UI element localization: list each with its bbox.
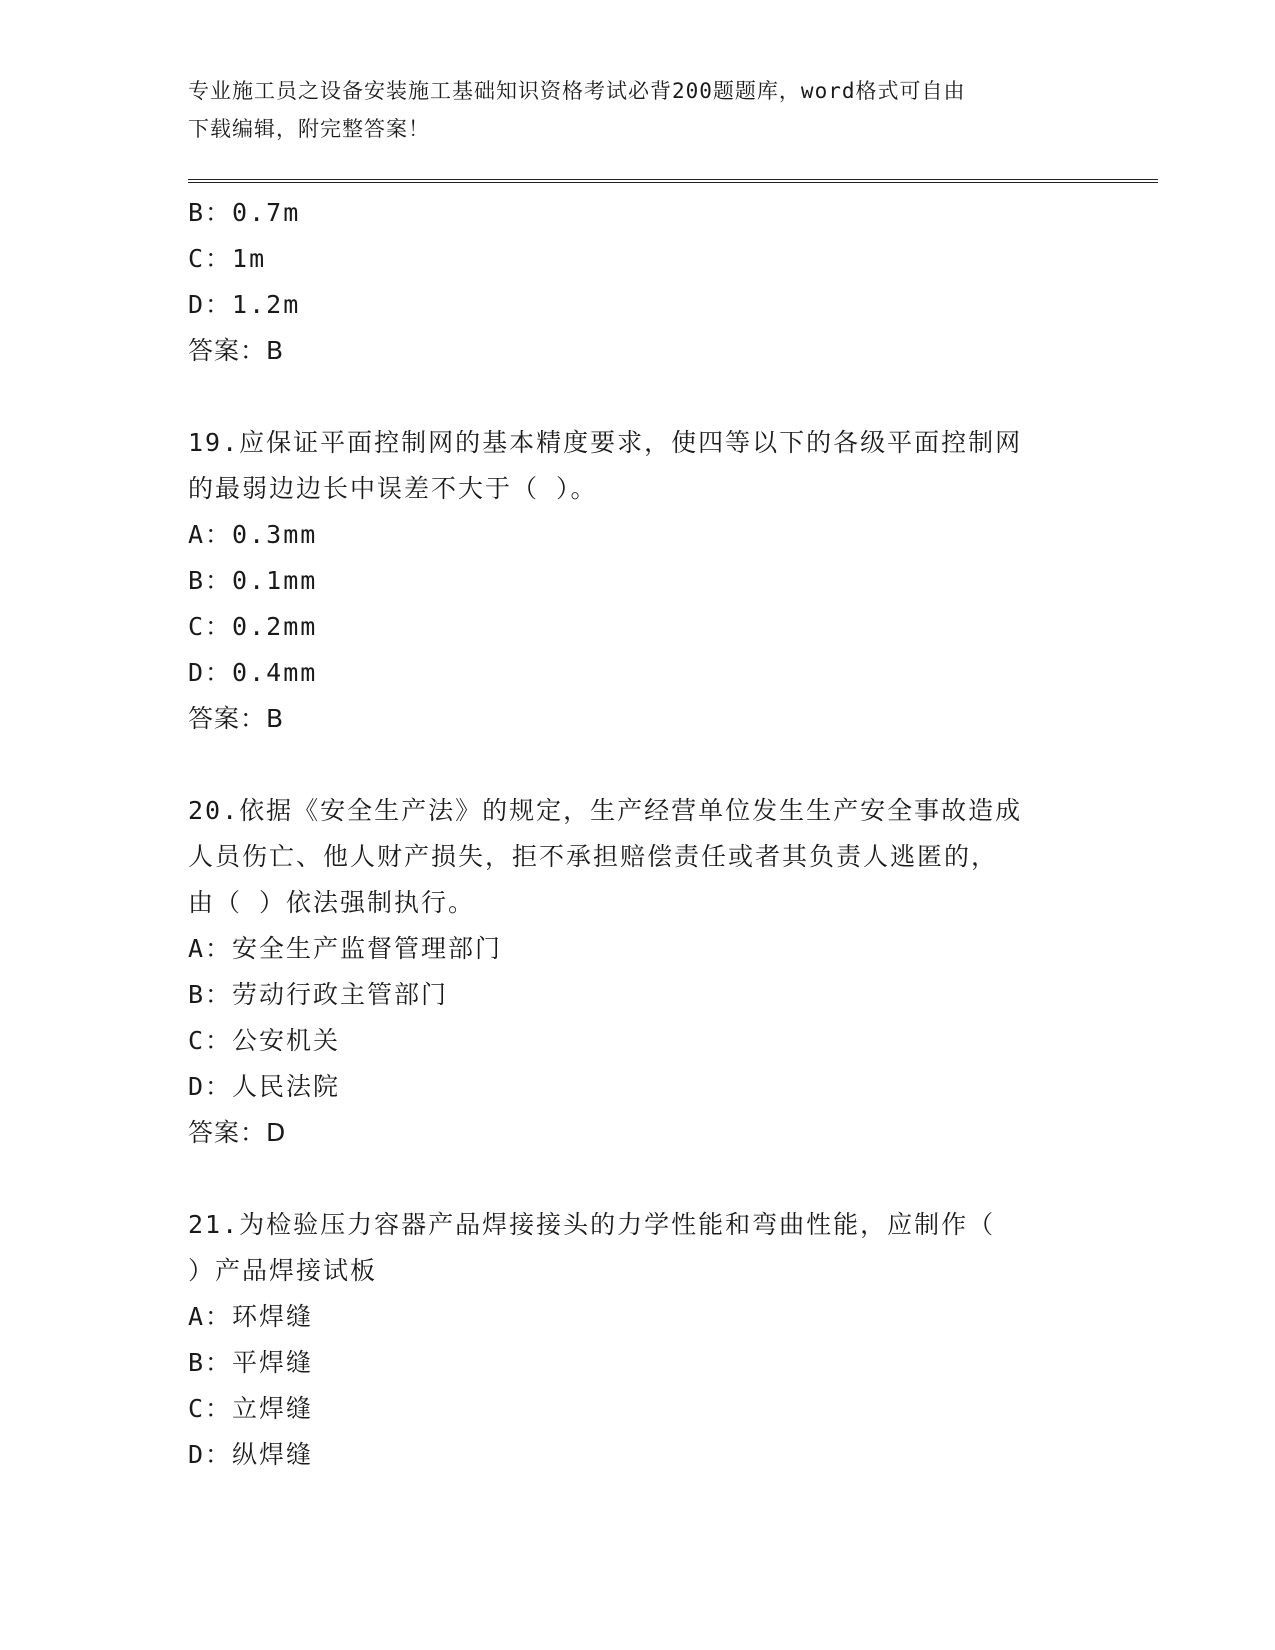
- question-stem-line: 19.应保证平面控制网的基本精度要求，使四等以下的各级平面控制网: [188, 428, 1023, 457]
- question-stem-line: ）产品焊接试板: [188, 1256, 378, 1285]
- spacer: [188, 374, 1088, 420]
- option-c: C：公安机关: [188, 1026, 341, 1055]
- header-title-line-2: 下载编辑，附完整答案！: [188, 117, 430, 141]
- option-d: D：1.2m: [188, 290, 301, 319]
- option-a: A：0.3mm: [188, 520, 318, 549]
- option-d: D：人民法院: [188, 1072, 341, 1101]
- question-18-tail: [188, 190, 1088, 374]
- spacer: [188, 1156, 1088, 1202]
- option-c: C：1m: [188, 244, 267, 273]
- option-a: A：安全生产监督管理部门: [188, 934, 503, 963]
- document-header: [188, 72, 1088, 148]
- option-c: C：0.2mm: [188, 612, 318, 641]
- question-stem-line: 21.为检验压力容器产品焊接接头的力学性能和弯曲性能，应制作（: [188, 1210, 996, 1239]
- question-stem-line: 由（ ）依法强制执行。: [188, 888, 476, 917]
- header-divider: [188, 179, 1158, 183]
- answer-line: 答案：D: [188, 1118, 287, 1147]
- option-c: C：立焊缝: [188, 1394, 314, 1423]
- option-d: D：0.4mm: [188, 658, 318, 687]
- question-stem-line: 20.依据《安全生产法》的规定，生产经营单位发生生产安全事故造成: [188, 796, 1023, 825]
- question-19: [188, 420, 1088, 742]
- question-content: [188, 190, 1088, 1478]
- option-b: B：劳动行政主管部门: [188, 980, 449, 1009]
- header-title-line-1: 专业施工员之设备安装施工基础知识资格考试必背200题题库，word格式可自由: [188, 79, 966, 103]
- option-a: A：环焊缝: [188, 1302, 314, 1331]
- option-b: B：0.7m: [188, 198, 301, 227]
- spacer: [188, 742, 1088, 788]
- answer-line: 答案：B: [188, 704, 285, 733]
- question-stem-line: 人员伤亡、他人财产损失，拒不承担赔偿责任或者其负责人逃匿的，: [188, 842, 999, 871]
- option-b: B：平焊缝: [188, 1348, 314, 1377]
- answer-line: 答案：B: [188, 336, 285, 365]
- question-stem-line: 的最弱边边长中误差不大于（ ）。: [188, 474, 598, 503]
- question-20: [188, 788, 1088, 1156]
- option-d: D：纵焊缝: [188, 1440, 314, 1469]
- option-b: B：0.1mm: [188, 566, 318, 595]
- question-21: [188, 1202, 1088, 1478]
